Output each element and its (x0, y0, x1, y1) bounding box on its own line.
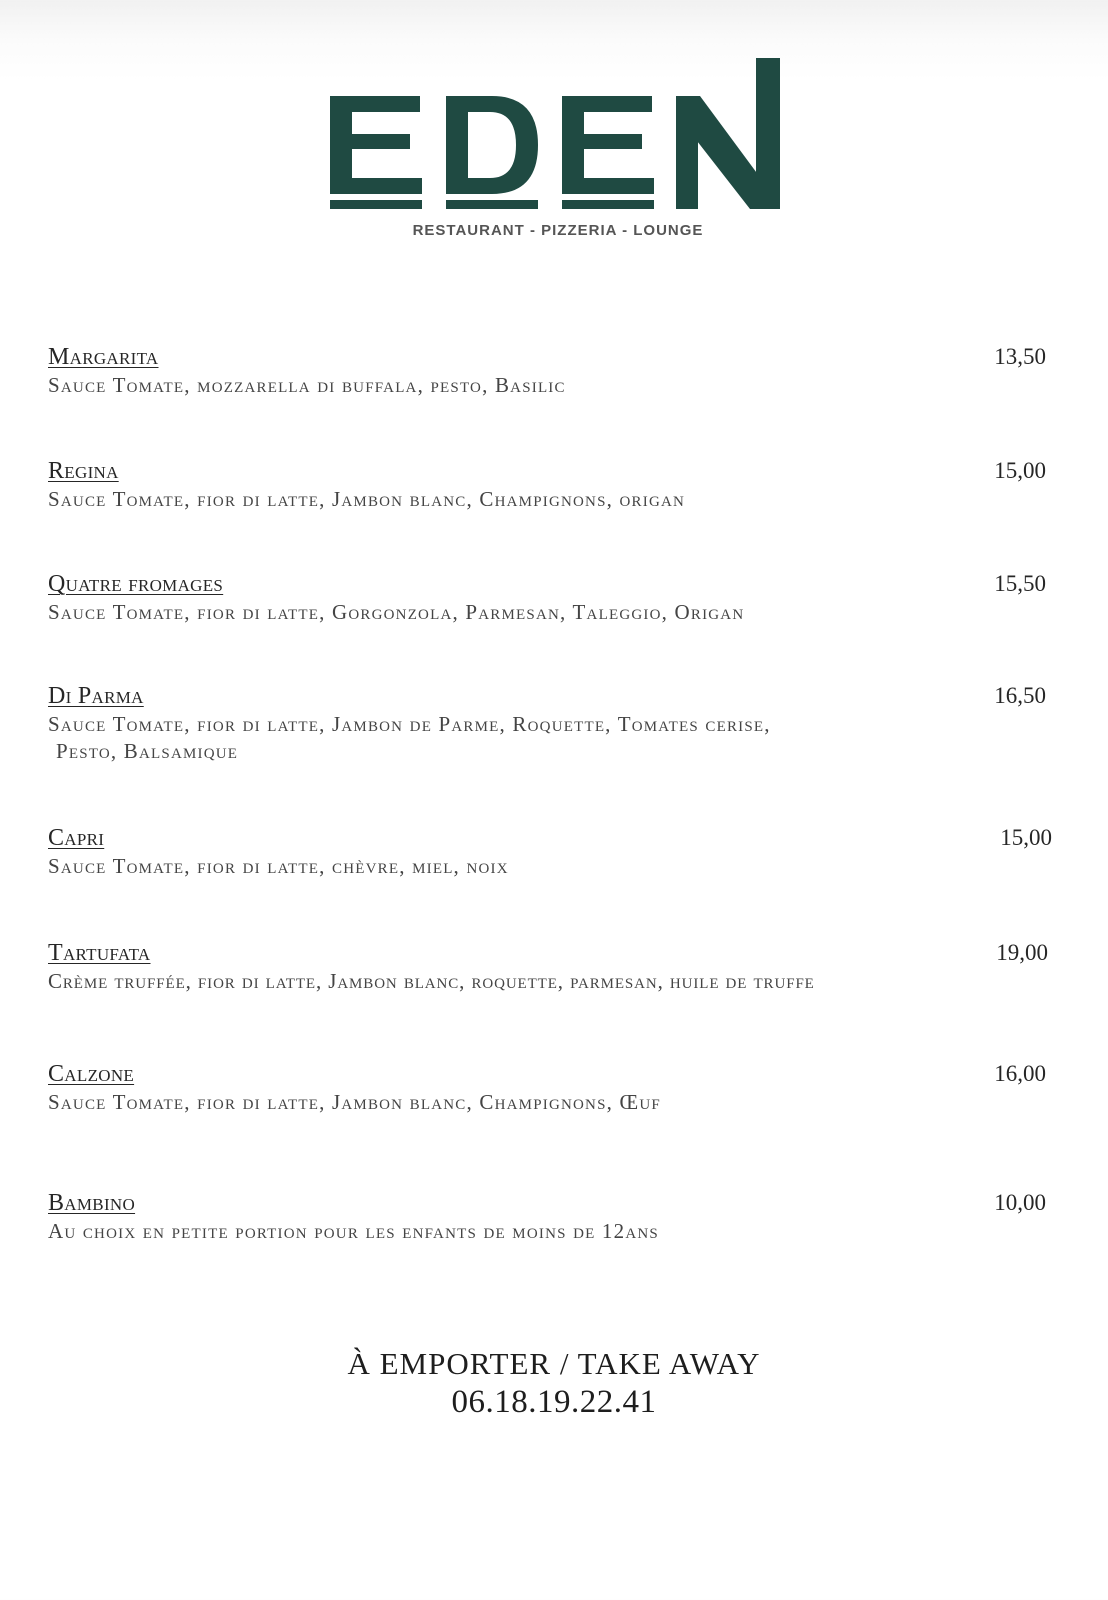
item-price: 16,00 (994, 1061, 1046, 1086)
item-price: 15,50 (994, 571, 1046, 596)
item-name: Bambino (48, 1190, 136, 1216)
item-description: Sauce Tomate, fior di latte, chèvre, miel, noix (48, 854, 509, 878)
item-name: Margarita (48, 344, 159, 370)
item-price: 15,00 (1000, 825, 1052, 850)
restaurant-tagline: RESTAURANT - PIZZERIA - LOUNGE (412, 222, 704, 239)
item-price: 16,50 (994, 683, 1046, 708)
item-description: Sauce Tomate, mozzarella di buffala, pesto, Basilic (48, 373, 566, 397)
item-price: 19,00 (996, 940, 1048, 965)
restaurant-logo (0, 50, 1108, 250)
item-name: Di Parma (48, 683, 144, 709)
item-description: Sauce Tomate, fior di latte, Jambon blanc, Champignons, origan (48, 487, 686, 511)
item-name: Tartufata (48, 940, 151, 966)
item-name: Regina (48, 458, 119, 484)
takeaway-phone[interactable]: 06.18.19.22.41 (451, 1384, 657, 1420)
item-description: Crème truffée, fior di latte, Jambon blanc, roquette, parmesan, huile de truffe (48, 969, 815, 993)
item-price: 10,00 (994, 1190, 1046, 1215)
item-price: 13,50 (994, 344, 1046, 369)
item-name: Quatre fromages (48, 571, 224, 597)
item-description-line2: Pesto, Balsamique (56, 739, 239, 763)
item-description: Sauce Tomate, fior di latte, Gorgonzola, Parmesan, Taleggio, Origan (48, 600, 745, 624)
takeaway-label: À EMPORTER / TAKE AWAY (347, 1346, 761, 1381)
item-description: Sauce Tomate, fior di latte, Jambon de Parme, Roquette, Tomates cerise, (48, 712, 771, 736)
item-description: Sauce Tomate, fior di latte, Jambon blanc, Champignons, Œuf (48, 1090, 661, 1114)
item-price: 15,00 (994, 458, 1046, 483)
item-description: Au choix en petite portion pour les enfants de moins de 12ans (48, 1219, 659, 1243)
item-name: Capri (48, 825, 105, 851)
eden-logo-mark (330, 56, 790, 216)
item-name: Calzone (48, 1061, 135, 1087)
